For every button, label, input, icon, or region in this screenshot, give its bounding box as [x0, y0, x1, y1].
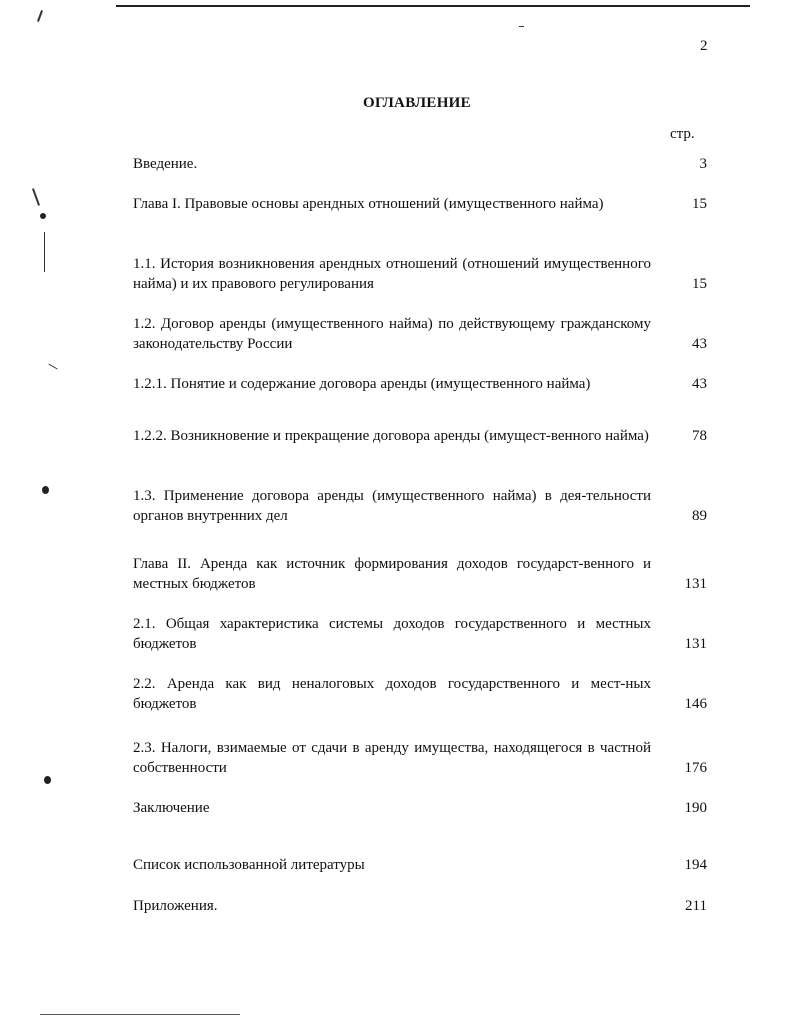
scan-artifact	[40, 213, 46, 219]
page-column-label: стр.	[670, 126, 695, 142]
toc-entry-text: Глава I. Правовые основы арендных отношений (имущественного найма)	[133, 196, 604, 212]
toc-entry-page: 131	[684, 636, 707, 652]
toc-entry-page: 194	[684, 857, 707, 873]
toc-entry-text: Список использованной литературы	[133, 857, 365, 873]
toc-entry-page: 190	[684, 800, 707, 816]
toc-entry-page: 211	[685, 898, 707, 914]
scan-artifact	[37, 10, 43, 22]
scan-artifact	[44, 232, 45, 272]
bottom-rule	[40, 1014, 240, 1015]
toc-entry-text: 1.2.1. Понятие и содержание договора аренды (имущественного найма)	[133, 376, 591, 392]
scan-artifact	[519, 26, 524, 27]
toc-entry-text: 1.2.2. Возникновение и прекращение договора аренды (имущест-венного найма)	[133, 428, 649, 444]
toc-entry-text: Приложения.	[133, 898, 218, 914]
toc-entry-page: 43	[692, 376, 707, 392]
scan-artifact	[42, 486, 49, 494]
scan-artifact	[44, 776, 51, 784]
toc-entry	[133, 554, 718, 594]
top-rule	[116, 5, 750, 7]
toc-entry-text: 1.1. История возникновения арендных отношений (отношений имущественного найма) и их правового регулирования	[133, 256, 651, 292]
toc-entry-page: 15	[692, 196, 707, 212]
toc-entry	[133, 426, 718, 446]
toc-entry	[133, 896, 718, 916]
scan-artifact	[48, 364, 57, 370]
toc-entry-page: 43	[692, 336, 707, 352]
toc-entry-text: Введение.	[133, 156, 198, 172]
toc-entry	[133, 374, 718, 394]
toc-entry-text: 2.3. Налоги, взимаемые от сдачи в аренду имущества, находящегося в частной собственности	[133, 740, 651, 776]
toc-entry-page: 176	[684, 760, 707, 776]
toc-entry-text: 1.2. Договор аренды (имущественного найма) по действующему гражданскому законодательству России	[133, 316, 651, 352]
toc-entry-page: 78	[692, 428, 707, 444]
toc-entry-text: Заключение	[133, 800, 210, 816]
toc-entry	[133, 486, 718, 526]
toc-entry	[133, 194, 718, 214]
toc-entry	[133, 674, 718, 714]
toc-entry	[133, 798, 718, 818]
toc-entry	[133, 254, 718, 294]
toc-entry-page: 146	[684, 696, 707, 712]
page-number: 2	[700, 38, 708, 54]
toc-entry-page: 3	[699, 156, 707, 172]
toc-entry-text: 1.3. Применение договора аренды (имущественного найма) в дея-тельности органов внутренних дел	[133, 488, 651, 524]
toc-entry-page: 89	[692, 508, 707, 524]
toc-entry-page: 131	[684, 576, 707, 592]
toc-entry	[133, 314, 718, 354]
toc-title: ОГЛАВЛЕНИЕ	[363, 95, 471, 111]
toc-entry-text: 2.2. Аренда как вид неналоговых доходов государственного и мест-ных бюджетов	[133, 676, 651, 712]
toc-entry-text: 2.1. Общая характеристика системы доходов государственного и местных бюджетов	[133, 616, 651, 652]
toc-entry-text: Глава II. Аренда как источник формирования доходов государст-венного и местных бюджетов	[133, 556, 651, 592]
scan-artifact	[32, 188, 40, 206]
toc-entry-page: 15	[692, 276, 707, 292]
toc-entry	[133, 614, 718, 654]
toc-entry	[133, 855, 718, 875]
toc-entry	[133, 154, 718, 174]
toc-entry	[133, 738, 718, 778]
